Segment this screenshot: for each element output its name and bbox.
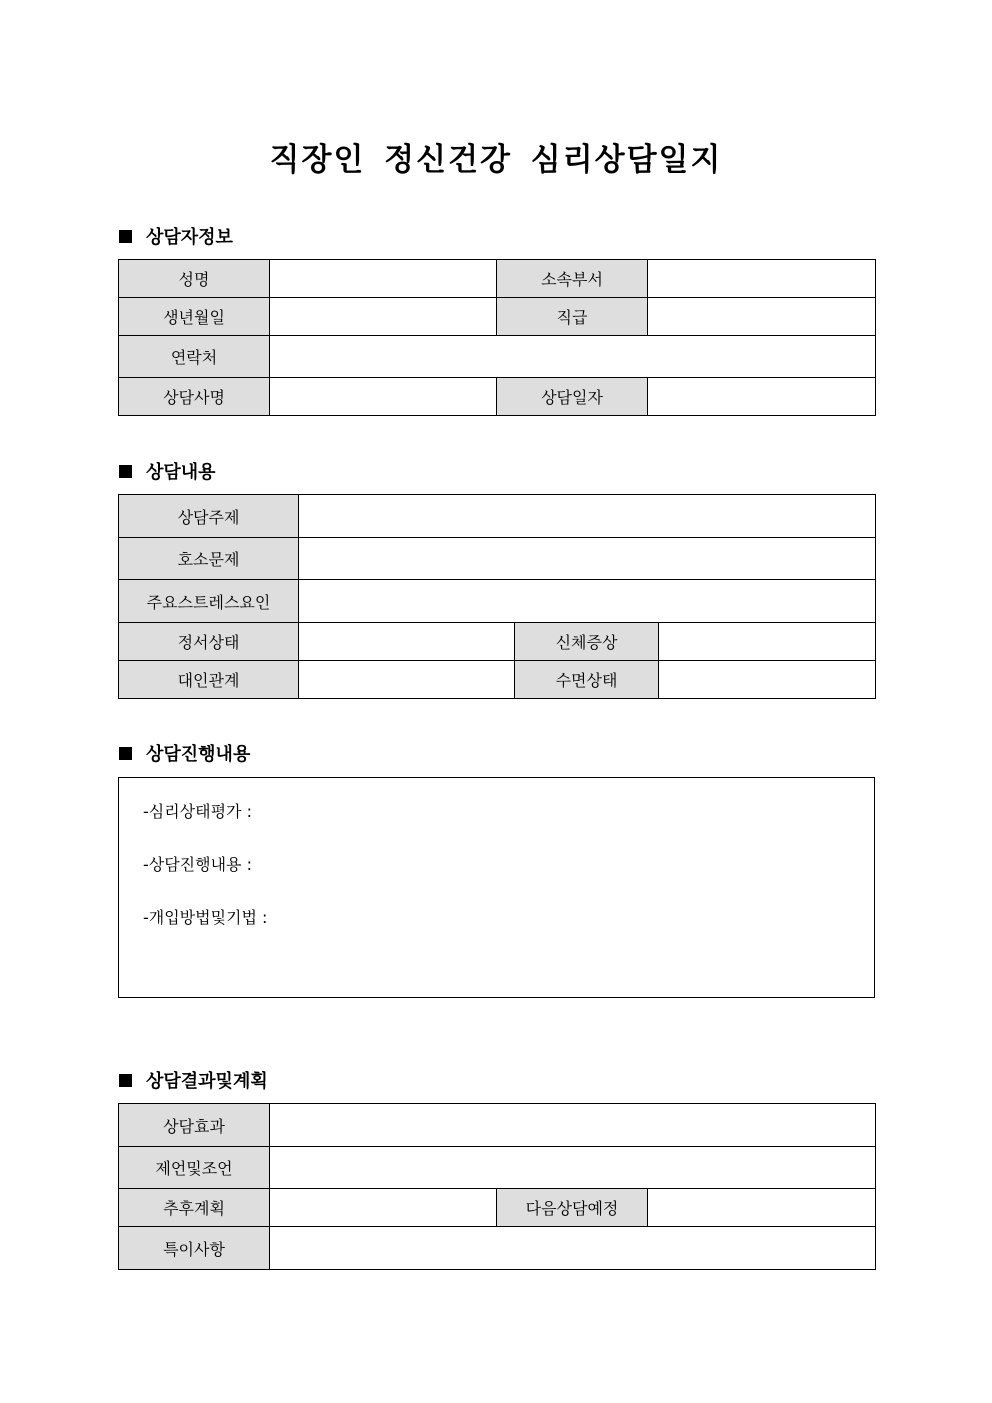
document-title: 직장인 정신건강 심리상담일지: [269, 142, 723, 178]
stressors-label: 주요스트레스요인: [119, 580, 299, 623]
content-table: [118, 494, 876, 699]
intervention-line: -개입방법및기법 :: [143, 908, 268, 927]
contact-label: 연락처: [119, 336, 270, 378]
section-title: 상담내용: [146, 462, 216, 483]
table-row: [119, 623, 876, 661]
physical-label: 신체증상: [515, 623, 659, 661]
effect-label: 상담효과: [119, 1104, 270, 1147]
table-row: [119, 580, 876, 623]
counselor-field[interactable]: [270, 378, 497, 416]
table-row: [119, 1189, 876, 1227]
advice-label: 제언및조언: [119, 1147, 270, 1189]
position-field[interactable]: [648, 298, 876, 336]
progress-notes-box[interactable]: [118, 777, 875, 998]
square-bullet-icon: [119, 465, 132, 478]
section-title: 상담진행내용: [146, 744, 251, 765]
table-row: [119, 538, 876, 580]
table-row: [119, 1104, 876, 1147]
table-row: [119, 336, 876, 378]
name-label: 성명: [119, 260, 270, 298]
next-session-label: 다음상담예정: [497, 1189, 648, 1227]
square-bullet-icon: [119, 230, 132, 243]
notes-field[interactable]: [270, 1227, 876, 1270]
department-label: 소속부서: [497, 260, 648, 298]
sleep-label: 수면상태: [515, 661, 659, 699]
client-info-table: [118, 259, 876, 416]
table-row: [119, 495, 876, 538]
counselor-label: 상담사명: [119, 378, 270, 416]
section-heading-content: [119, 458, 216, 484]
square-bullet-icon: [119, 747, 132, 760]
section-heading-results: [119, 1067, 268, 1093]
complaint-label: 호소문제: [119, 538, 299, 580]
interpersonal-label: 대인관계: [119, 661, 299, 699]
date-label: 상담일자: [497, 378, 648, 416]
emotional-label: 정서상태: [119, 623, 299, 661]
table-row: [119, 1147, 876, 1189]
notes-label: 특이사항: [119, 1227, 270, 1270]
followup-field[interactable]: [270, 1189, 497, 1227]
emotional-field[interactable]: [299, 623, 515, 661]
table-row: [119, 298, 876, 336]
table-row: [119, 260, 876, 298]
assessment-line: -심리상태평가 :: [143, 802, 252, 821]
section-title: 상담결과및계획: [146, 1071, 268, 1092]
progress-line: -상담진행내용 :: [143, 855, 252, 874]
birthdate-field[interactable]: [270, 298, 497, 336]
followup-label: 추후계획: [119, 1189, 270, 1227]
complaint-field[interactable]: [299, 538, 876, 580]
date-field[interactable]: [648, 378, 876, 416]
next-session-field[interactable]: [648, 1189, 876, 1227]
name-field[interactable]: [270, 260, 497, 298]
square-bullet-icon: [119, 1074, 132, 1087]
department-field[interactable]: [648, 260, 876, 298]
interpersonal-field[interactable]: [299, 661, 515, 699]
table-row: [119, 1227, 876, 1270]
position-label: 직급: [497, 298, 648, 336]
sleep-field[interactable]: [659, 661, 876, 699]
stressors-field[interactable]: [299, 580, 876, 623]
table-row: [119, 661, 876, 699]
physical-field[interactable]: [659, 623, 876, 661]
section-heading-client-info: [119, 223, 233, 249]
birthdate-label: 생년월일: [119, 298, 270, 336]
results-table: [118, 1103, 876, 1270]
section-title: 상담자정보: [146, 227, 233, 248]
table-row: [119, 378, 876, 416]
section-heading-progress: [119, 740, 250, 766]
contact-field[interactable]: [270, 336, 876, 378]
topic-field[interactable]: [299, 495, 876, 538]
topic-label: 상담주제: [119, 495, 299, 538]
advice-field[interactable]: [270, 1147, 876, 1189]
effect-field[interactable]: [270, 1104, 876, 1147]
